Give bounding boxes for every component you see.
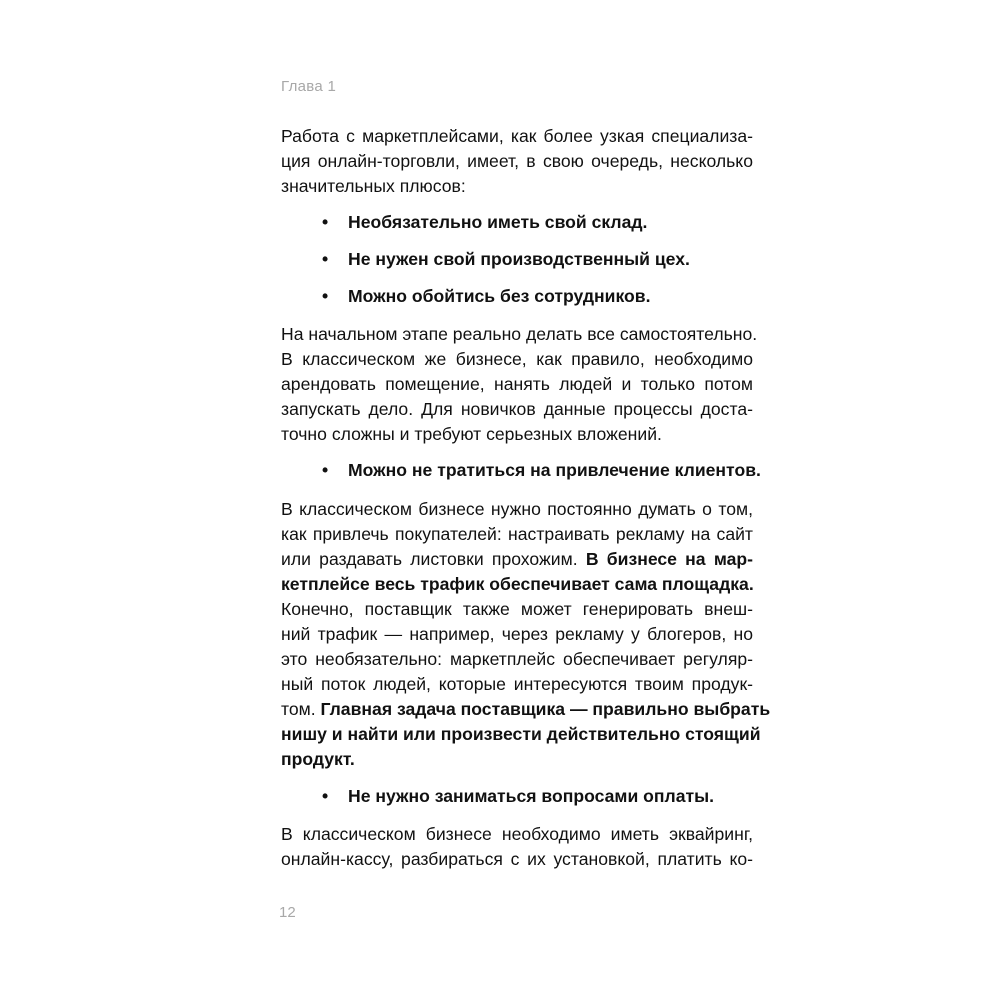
paragraph-line: запускать дело. Для новичков данные процессы доста- <box>281 399 753 419</box>
bullet-marker: • <box>322 786 329 806</box>
paragraph-line: ция онлайн-торговли, имеет, в свою очередь, несколько <box>281 151 753 171</box>
bullet-marker: • <box>322 286 329 306</box>
list-item-text: Необязательно иметь свой склад. <box>348 212 648 232</box>
paragraph-line: На начальном этапе реально делать все самостоятельно. <box>281 324 758 344</box>
paragraph-line-bold: нишу и найти или произвести действительно стоящий <box>281 724 761 744</box>
paragraph-text-bold: Главная задача поставщика — правильно выбрать <box>320 699 771 719</box>
paragraph-text: или раздавать листовки прохожим. <box>281 549 586 569</box>
paragraph-line: ний трафик — например, через рекламу у блогеров, но <box>281 624 753 644</box>
list-item <box>322 784 714 808</box>
paragraph-line: арендовать помещение, нанять людей и только потом <box>281 374 753 394</box>
chapter-header: Глава 1 <box>281 78 337 95</box>
paragraph-line: Конечно, поставщик также может генерировать внеш- <box>281 599 753 619</box>
bullet-marker: • <box>322 212 329 232</box>
paragraph-line: В классическом бизнесе нужно постоянно думать о том, <box>281 499 753 519</box>
list-item <box>322 247 690 271</box>
list-item-text: Не нужно заниматься вопросами оплаты. <box>348 786 715 806</box>
list-item <box>322 458 761 482</box>
list-item-text: Можно обойтись без сотрудников. <box>348 286 651 306</box>
list-item <box>322 210 647 234</box>
paragraph-text-bold: В бизнесе на мар- <box>585 549 754 569</box>
page-number: 12 <box>279 904 296 921</box>
paragraph-text: том. <box>281 699 321 719</box>
paragraph-line <box>281 547 753 571</box>
paragraph-line: Работа с маркетплейсами, как более узкая специализа- <box>281 126 753 146</box>
list-item-text: Не нужен свой производственный цех. <box>348 249 690 269</box>
paragraph-line: онлайн-кассу, разбираться с их установкой, платить ко- <box>281 849 753 869</box>
paragraph-line-bold: кетплейсе весь трафик обеспечивает сама площадка. <box>281 574 754 594</box>
paragraph-line-bold: продукт. <box>281 749 355 769</box>
paragraph-line: значительных плюсов: <box>281 176 466 196</box>
paragraph-line <box>281 697 771 721</box>
list-item-text: Можно не тратиться на привлечение клиентов. <box>348 460 761 480</box>
bullet-marker: • <box>322 249 329 269</box>
paragraph-line: В классическом бизнесе необходимо иметь эквайринг, <box>281 824 753 844</box>
paragraph-line: это необязательно: маркетплейс обеспечивает регуляр- <box>281 649 753 669</box>
paragraph-line: В классическом же бизнесе, как правило, необходимо <box>281 349 753 369</box>
paragraph-line: точно сложны и требуют серьезных вложений. <box>281 424 662 444</box>
bullet-marker: • <box>322 460 329 480</box>
paragraph-line: ный поток людей, которые интересуются твоим продук- <box>281 674 753 694</box>
list-item <box>322 284 651 308</box>
paragraph-line: как привлечь покупателей: настраивать рекламу на сайт <box>281 524 753 544</box>
